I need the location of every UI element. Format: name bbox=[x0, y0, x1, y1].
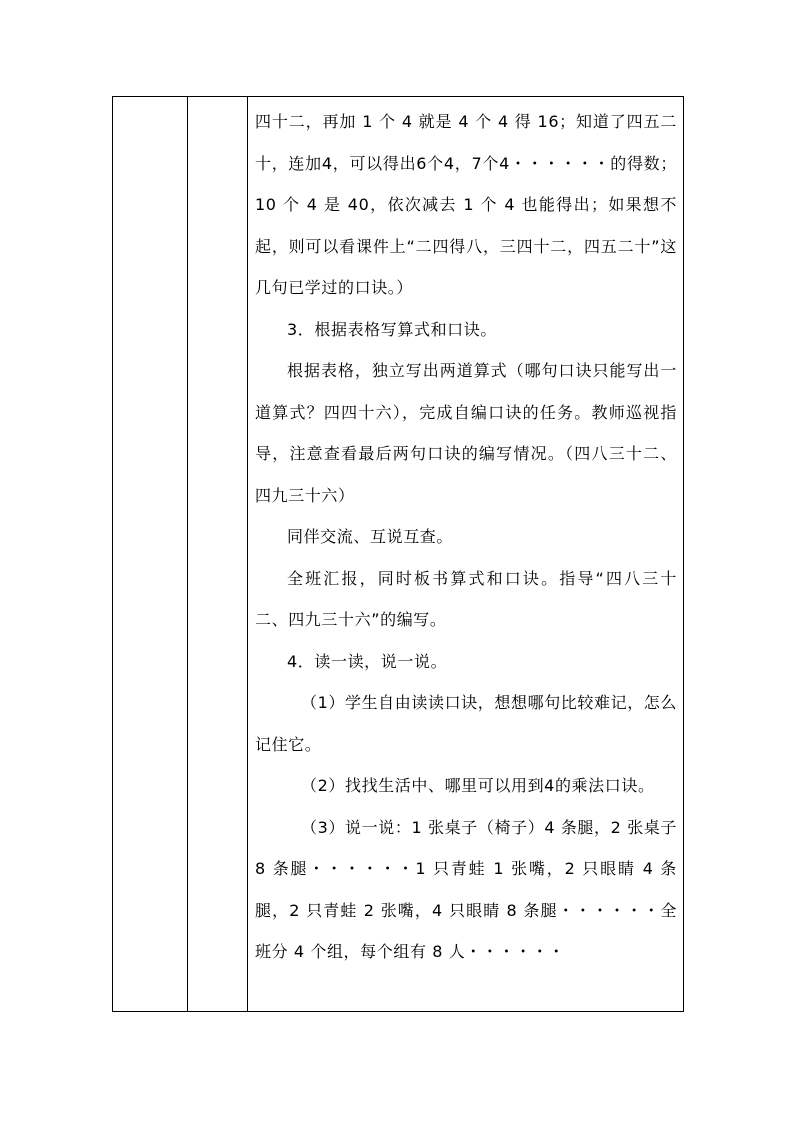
table-row bbox=[113, 97, 684, 1012]
paragraph-step-4-heading: 4．读一读，说一说。 bbox=[287, 651, 448, 671]
paragraph-class-report: 全班汇报，同时板书算式和口诀。指导“四八三十二、四九三十六”的编写。 bbox=[255, 568, 677, 629]
paragraph-find-in-life: （2）找找生活中、哪里可以用到4的乘法口诀。 bbox=[301, 776, 655, 795]
paragraph-say-examples: （3）说一说：1 张桌子（椅子）4 条腿，2 张桌子 8 条腿・・・・・・1 只青蛙 1 张嘴，2 只眼睛 4 条腿，2 只青蛙 2 张嘴，4 只眼睛 8 条腿・・・・・・全班分 4 个组，每个组有 8 人・・・・・・ bbox=[255, 817, 677, 961]
table-cell-empty-2 bbox=[188, 97, 248, 1012]
table-cell-content bbox=[248, 97, 684, 1012]
table-cell-empty-1 bbox=[113, 97, 188, 1012]
paragraph-step-3-heading: 3．根据表格写算式和口诀。 bbox=[287, 319, 497, 339]
paragraph-peer-exchange: 同伴交流、互说互查。 bbox=[287, 527, 454, 546]
paragraph-write-formulas: 根据表格，独立写出两道算式（哪句口诀只能写出一道算式？四四十六），完成自编口诀的任务。教师巡视指导，注意查看最后两句口诀的编写情况。（四八三十二、四九三十六） bbox=[255, 361, 677, 505]
paragraph-multiplication-recall: 四十二，再加 1 个 4 就是 4 个 4 得 16；知道了四五二十，连加4，可以得出6个4，7个4・・・・・・的得数；10 个 4 是 40，依次减去 1 个 4 也能得出；如果想不起，则可以看课件上“二四得八，三四十二，四五二十”这几句已学过的口诀。） bbox=[255, 112, 677, 297]
paragraph-read-freely: （1）学生自由读读口诀，想想哪句比较难记，怎么记住它。 bbox=[255, 693, 677, 754]
lesson-plan-table bbox=[112, 96, 684, 1012]
